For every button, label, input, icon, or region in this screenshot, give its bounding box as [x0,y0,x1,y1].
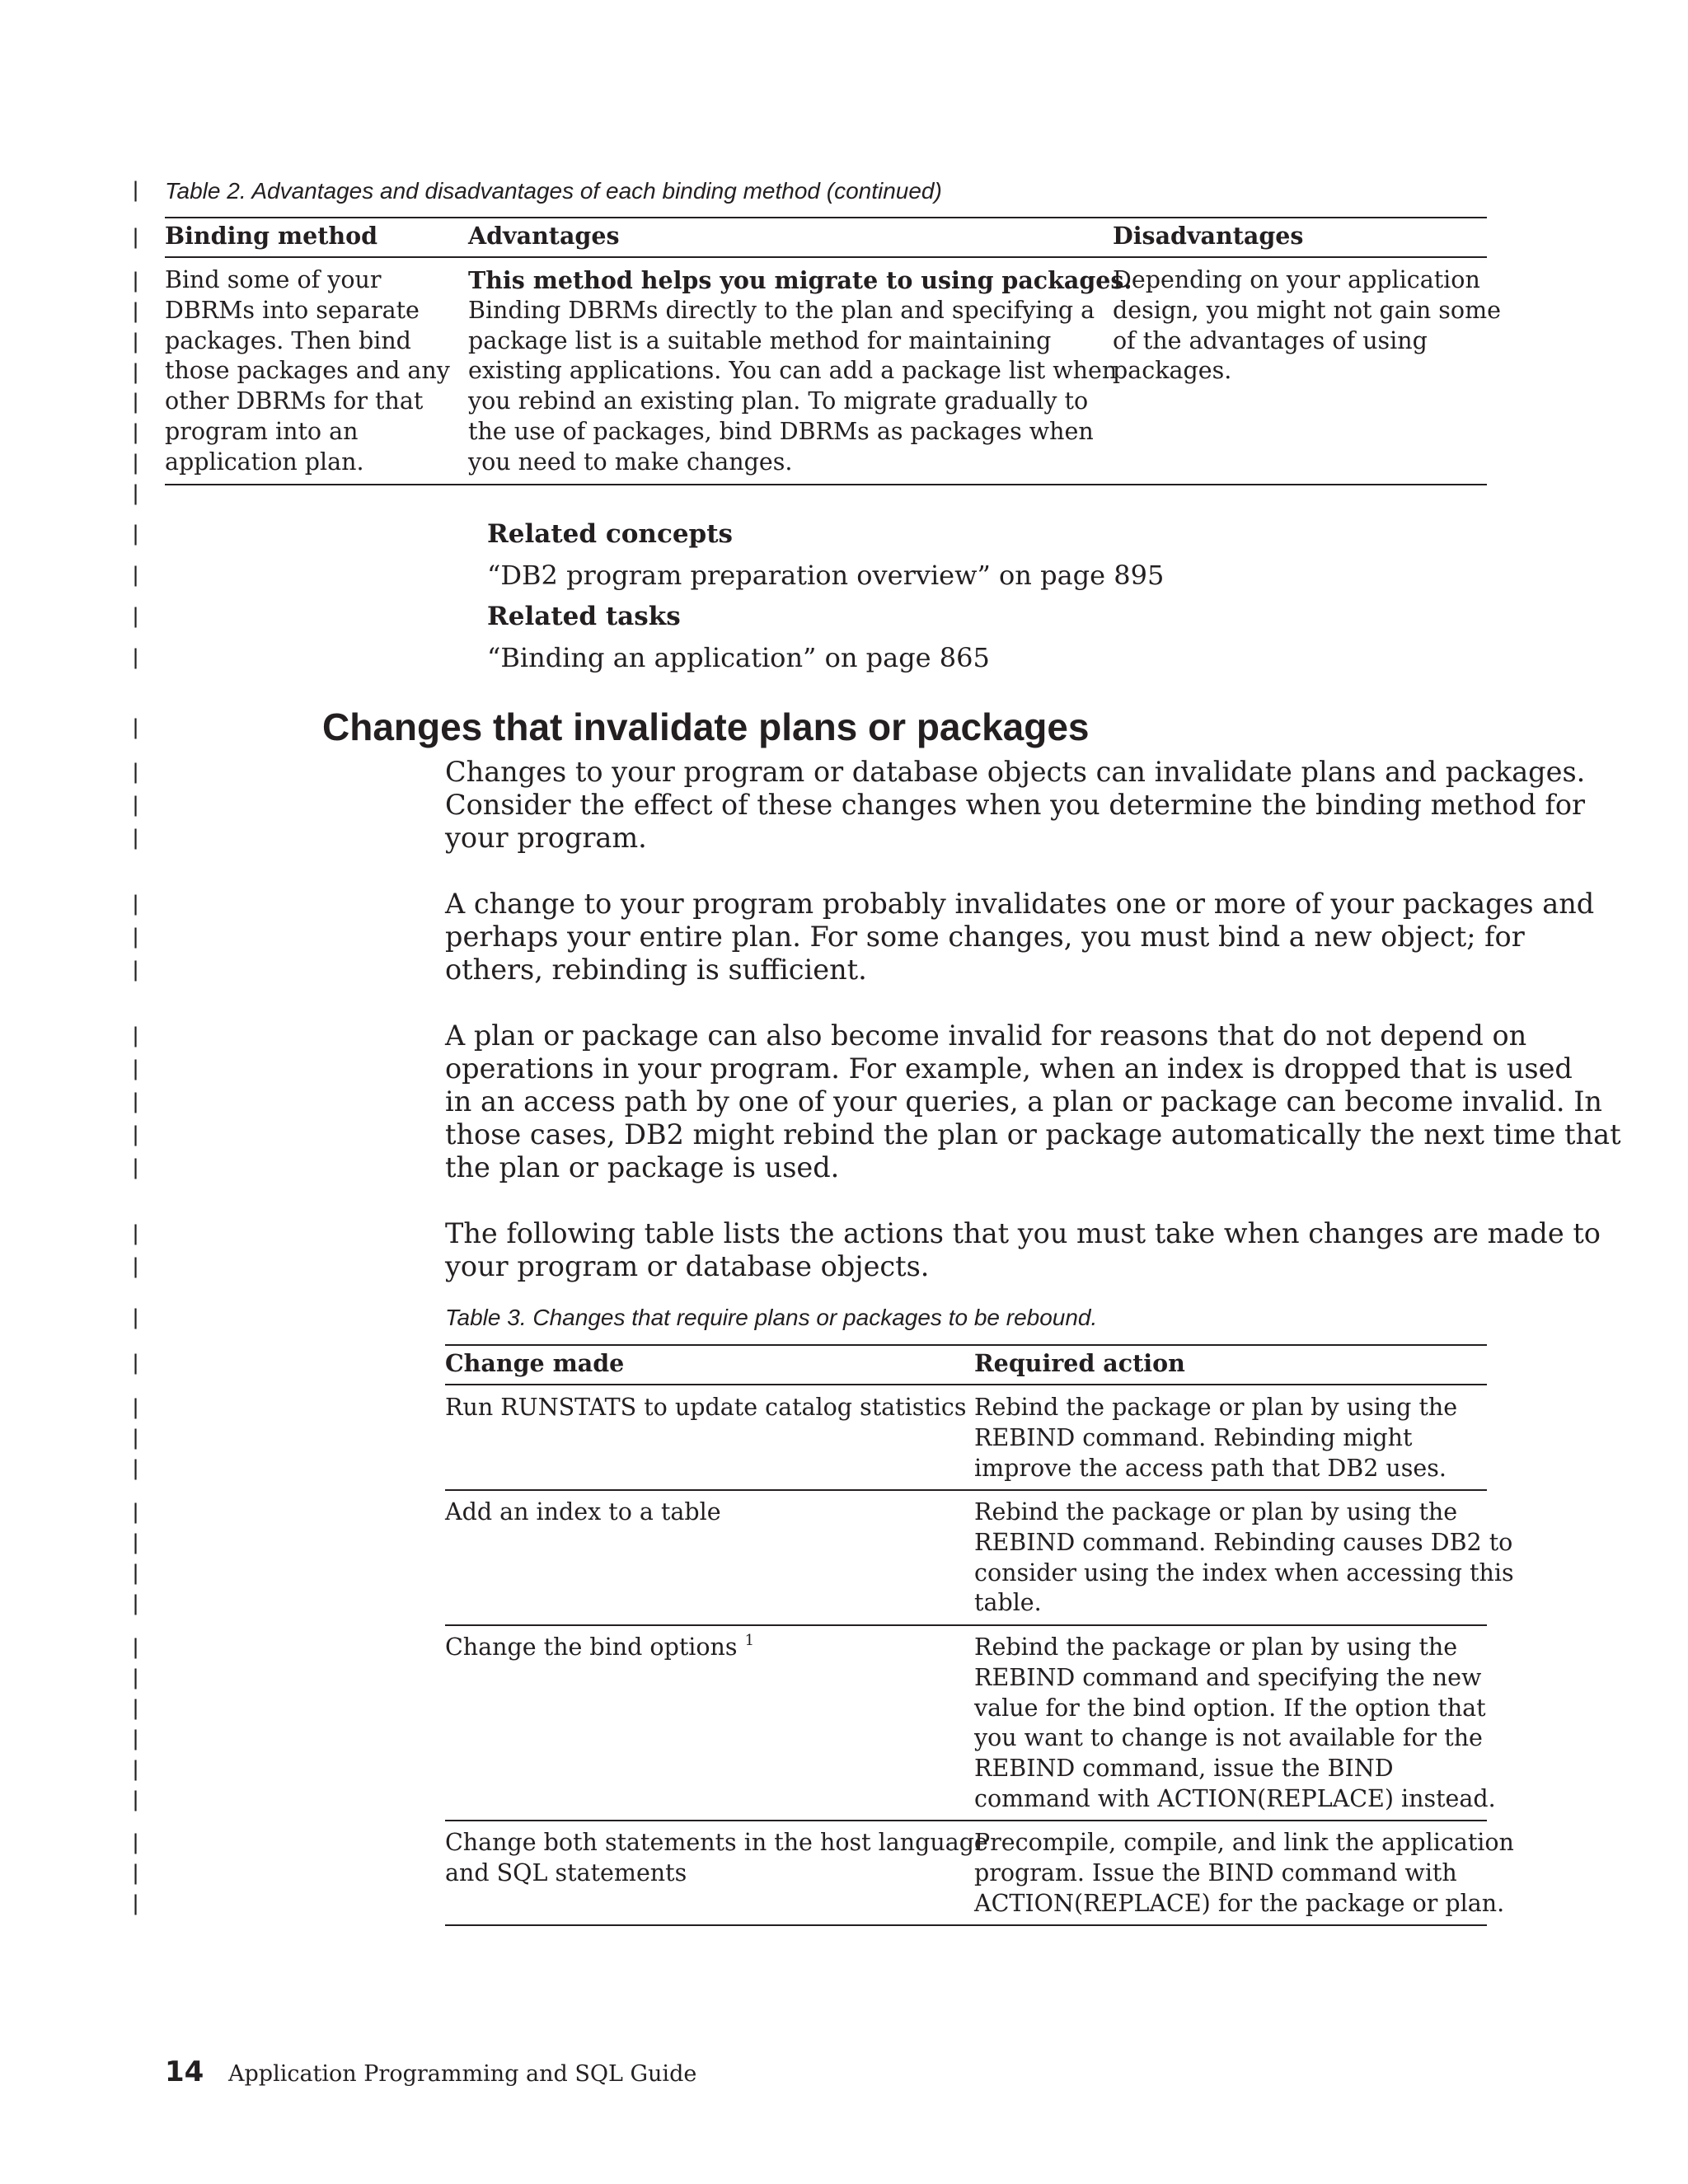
text-line: Precompile, compile, and link the application [974,1829,1514,1856]
table3-row-4-action [974,1828,1514,1919]
text-line: packages. Then bind [165,326,411,354]
table2-top-rule [165,217,1487,218]
change-text: Change the bind options [445,1633,738,1661]
text-line: A change to your program probably invalidates one or more of your packages and [445,888,1595,920]
related-concepts-heading: Related concepts [487,519,733,549]
text-line: The following table lists the actions that you must take when changes are made to [445,1217,1601,1249]
change-bar: | [133,359,139,384]
table3-row-rule [445,1624,1487,1626]
change-bar: | [133,1891,139,1915]
text-line: REBIND command. Rebinding might [974,1423,1413,1451]
text-line: A plan or package can also become invalid for reasons that do not depend on [445,1019,1527,1052]
text-line: Rebind the package or plan by using the [974,1498,1458,1526]
text-line: the use of packages, bind DBRMs as packages when [468,417,1094,445]
change-bar: | [133,224,139,249]
change-bar: | [133,1830,139,1854]
text-line: application plan. [165,448,364,476]
text-line: Depending on your application [1113,266,1480,293]
table2-cell-method [165,265,450,478]
text-line: packages. [1113,357,1232,385]
change-bar: | [133,1155,139,1179]
table3-row-2-action [974,1497,1514,1619]
table2-header-disadvantages: Disadvantages [1113,222,1304,250]
text-line [445,1633,754,1663]
change-bar: | [133,562,139,587]
table3-header-required-action: Required action [974,1349,1185,1377]
text-line: others, rebinding is sufficient. [445,954,867,986]
text-line: you rebind an existing plan. To migrate gradually to [468,387,1089,415]
change-bar: | [133,1350,139,1375]
change-bar: | [133,1394,139,1419]
text-line: REBIND command. Rebinding causes DB2 to [974,1528,1513,1556]
text-line: existing applications. You can add a package list when [468,357,1118,385]
table3-header-rule [445,1384,1487,1385]
text-line: Bind some of your [165,266,382,293]
advantages-lead: This method helps you migrate to using packages. [468,266,1132,294]
text-line: of the advantages of using [1113,326,1428,354]
table3-bottom-rule [445,1924,1487,1926]
change-bar: | [133,1056,139,1080]
text-line: REBIND command, issue the BIND [974,1755,1394,1783]
paragraph-4 [445,1217,1601,1283]
paragraph-2 [445,888,1595,987]
text-line: in an access path by one of your queries, a plan or package can become invalid. In [445,1085,1603,1118]
text-line: you need to make changes. [468,448,793,476]
footnote-mark: 1 [744,1632,755,1649]
text-line: Binding DBRMs directly to the plan and specifying a [468,296,1095,324]
text-line: Consider the effect of these changes when you determine the binding method for [445,789,1586,821]
change-bar: | [133,1756,139,1781]
change-bar: | [133,1221,139,1245]
change-bar: | [133,1305,139,1329]
change-bar: | [133,521,139,546]
change-bar: | [133,298,139,323]
text-line: perhaps your entire plan. For some changes, you must bind a new object; for [445,921,1525,953]
table2-cell-disadvantages [1113,265,1501,387]
text-line: program into an [165,417,359,445]
change-bar: | [133,792,139,817]
text-line: and SQL statements [445,1858,687,1886]
table3-row-2-change [445,1497,721,1528]
text-line: the plan or package is used. [445,1151,840,1183]
change-bar: | [133,759,139,784]
related-concepts-link[interactable]: “DB2 program preparation overview” on page 895 [487,560,1165,591]
table3-header-change-made: Change made [445,1349,625,1377]
text-line: program. Issue the BIND command with [974,1858,1457,1886]
text-line: command with ACTION(REPLACE) instead. [974,1784,1496,1812]
change-bar: | [133,329,139,354]
text-line: those packages and any [165,357,450,385]
text-line: your program. [445,822,647,854]
table3-caption: Table 3. Changes that require plans or packages to be rebound. [445,1305,1098,1330]
footer-book-title: Application Programming and SQL Guide [228,2061,697,2087]
text-line: your program or database objects. [445,1250,930,1282]
change-bar: | [133,1665,139,1690]
text-line: those cases, DB2 might rebind the plan or package automatically the next time that [445,1118,1621,1151]
table2-bottom-rule [165,484,1487,485]
table3-row-3-action [974,1633,1496,1815]
change-bar: | [133,603,139,628]
related-tasks-link[interactable]: “Binding an application” on page 865 [487,642,990,673]
table3-top-rule [445,1344,1487,1346]
change-bar: | [133,177,139,202]
text-line: DBRMs into separate [165,296,420,324]
change-bar: | [133,1023,139,1047]
change-bar: | [133,715,139,739]
change-bar: | [133,957,139,982]
change-bar: | [133,1787,139,1811]
change-bar: | [133,891,139,916]
change-bar: | [133,450,139,475]
table2-header-rule [165,256,1487,258]
text-line: value for the bind option. If the option that [974,1694,1486,1722]
text-line: ACTION(REPLACE) for the package or plan. [974,1889,1505,1917]
change-bar: | [133,419,139,444]
change-bar: | [133,1530,139,1554]
text-line: you want to change is not available for the [974,1724,1483,1752]
table2-cell-advantages [468,265,1132,478]
change-bar: | [133,1122,139,1146]
text-line: improve the access path that DB2 uses. [974,1454,1447,1482]
change-bar: | [133,1634,139,1659]
text-line: Run RUNSTATS to update catalog statistics [445,1394,967,1421]
table3-row-1-action [974,1393,1457,1483]
change-bar: | [133,1455,139,1480]
text-line: Changes to your program or database objects can invalidate plans and packages. [445,756,1586,788]
change-bar: | [133,1425,139,1450]
change-bar: | [133,1254,139,1278]
change-bar: | [133,1726,139,1750]
text-line: Change both statements in the host language [445,1829,988,1856]
text-line: other DBRMs for that [165,387,424,415]
table3-row-rule [445,1489,1487,1491]
change-bar: | [133,1560,139,1585]
table3-row-rule [445,1820,1487,1821]
text-line: Add an index to a table [445,1498,721,1526]
table3-row-1-change [445,1393,967,1423]
text-line: operations in your program. For example, when an index is dropped that is used [445,1052,1573,1085]
table3-row-3-change [445,1633,754,1663]
text-line: design, you might not gain some [1113,296,1501,324]
change-bar: | [133,480,139,505]
change-bar: | [133,268,139,293]
change-bar: | [133,1499,139,1524]
page-number: 14 [165,2055,204,2088]
text-line: REBIND command and specifying the new [974,1663,1482,1691]
change-bar: | [133,389,139,414]
change-bar: | [133,1089,139,1113]
text-line: table. [974,1589,1042,1617]
paragraph-3 [445,1019,1621,1184]
change-bar: | [133,1860,139,1885]
change-bar: | [133,1695,139,1720]
table2-caption: Table 2. Advantages and disadvantages of each binding method (continued) [165,178,942,204]
change-bar: | [133,825,139,850]
text-line: package list is a suitable method for maintaining [468,326,1052,354]
change-bar: | [133,924,139,949]
table2-header-advantages: Advantages [468,222,620,250]
table2-header-binding-method: Binding method [165,222,378,250]
section-heading: Changes that invalidate plans or packages [322,705,1090,748]
paragraph-1 [445,756,1586,855]
change-bar: | [133,1591,139,1615]
table3-row-4-change [445,1828,988,1889]
change-bar: | [133,644,139,669]
related-tasks-heading: Related tasks [487,602,681,631]
text-line: consider using the index when accessing this [974,1558,1514,1586]
text-line: Rebind the package or plan by using the [974,1394,1458,1421]
text-line: Rebind the package or plan by using the [974,1633,1458,1661]
